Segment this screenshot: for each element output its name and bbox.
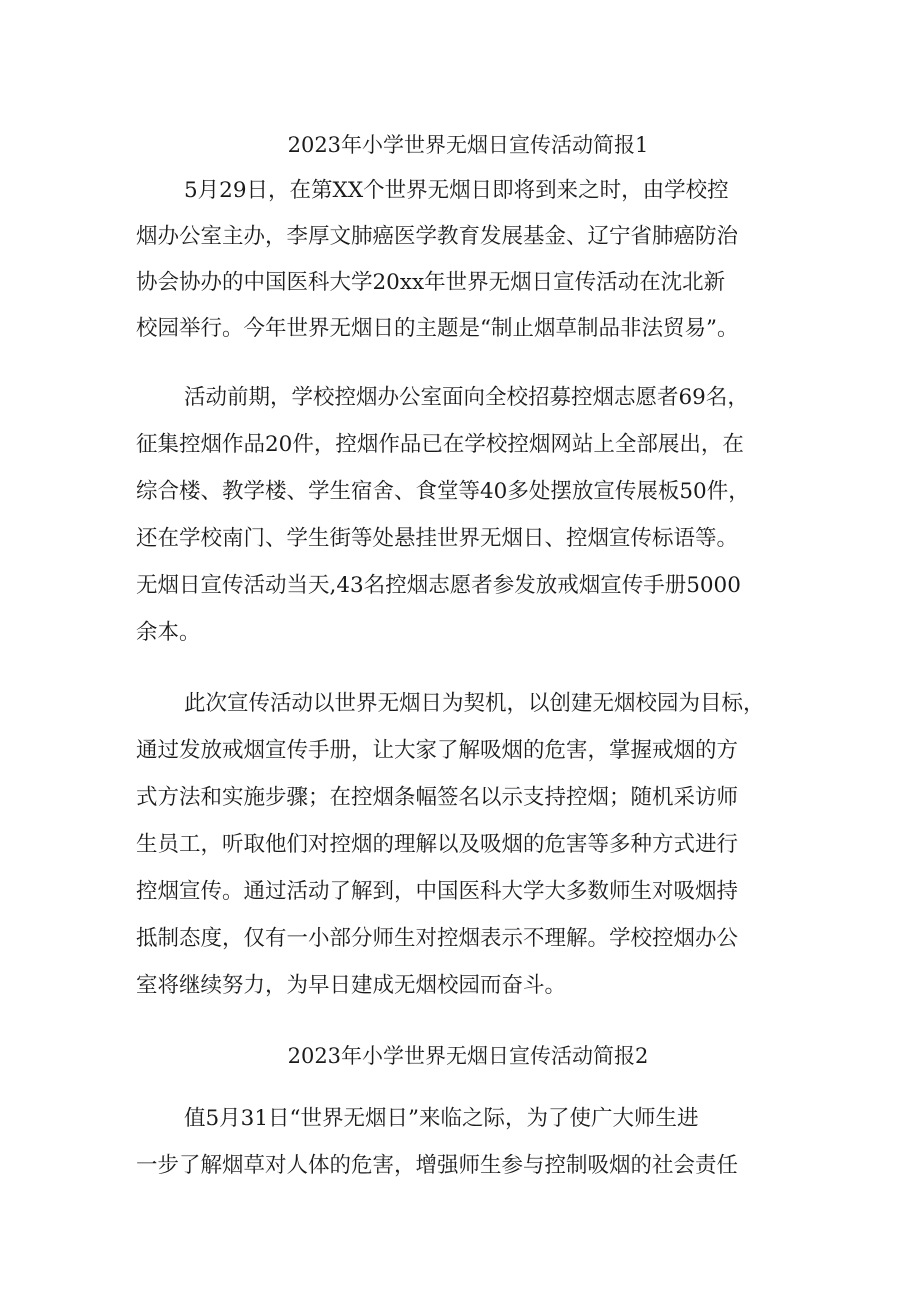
section-title-2: 2023年小学世界无烟日宣传活动简报2 bbox=[287, 1044, 649, 1068]
paragraph-2-line-1: 活动前期，学校控烟办公室面向全校招募控烟志愿者69名， bbox=[184, 385, 749, 410]
paragraph-2-line-3: 综合楼、教学楼、学生宿舍、食堂等40多处摆放宣传展板50件， bbox=[136, 479, 750, 504]
paragraph-1-line-2: 烟办公室主办，李厚文肺癌医学教育发展基金、辽宁省肺癌防治 bbox=[136, 224, 739, 249]
paragraph-3-line-2: 通过发放戒烟宣传手册，让大家了解吸烟的危害，掌握戒烟的方 bbox=[136, 738, 739, 763]
paragraph-1-line-4: 校园举行。今年世界无烟日的主题是“制止烟草制品非法贸易”。 bbox=[136, 316, 739, 341]
paragraph-3-line-1: 此次宣传活动以世界无烟日为契机，以创建无烟校园为目标， bbox=[184, 691, 765, 716]
section-title-1: 2023年小学世界无烟日宣传活动简报1 bbox=[287, 133, 649, 157]
paragraph-3-line-5: 控烟宣传。通过活动了解到，中国医科大学大多数师生对吸烟持 bbox=[136, 879, 739, 904]
paragraph-2-line-4: 还在学校南门、学生街等处悬挂世界无烟日、控烟宣传标语等。 bbox=[136, 526, 739, 551]
paragraph-4-line-2: 一步了解烟草对人体的危害，增强师生参与控制吸烟的社会责任 bbox=[136, 1153, 739, 1178]
paragraph-1-line-3: 协会协办的中国医科大学20xx年世界无烟日宣传活动在沈北新 bbox=[136, 270, 726, 295]
paragraph-4-line-1: 值5月31日“世界无烟日”来临之际，为了使广大师生进 bbox=[184, 1106, 699, 1131]
paragraph-3-line-6: 抵制态度，仅有一小部分师生对控烟表示不理解。学校控烟办公 bbox=[136, 926, 739, 951]
paragraph-2-line-5: 无烟日宣传活动当天,43名控烟志愿者参发放戒烟宣传手册5000 bbox=[136, 573, 741, 598]
paragraph-1-line-1: 5月29日，在第XX个世界无烟日即将到来之时，由学校控 bbox=[184, 178, 729, 203]
paragraph-2-line-6: 余本。 bbox=[136, 620, 201, 645]
paragraph-2-line-2: 征集控烟作品20件，控烟作品已在学校控烟网站上全部展出，在 bbox=[136, 432, 744, 457]
paragraph-3-line-3: 式方法和实施步骤；在控烟条幅签名以示支持控烟；随机采访师 bbox=[136, 785, 739, 810]
paragraph-3-line-7: 室将继续努力，为早日建成无烟校园而奋斗。 bbox=[136, 973, 567, 998]
paragraph-3-line-4: 生员工，听取他们对控烟的理解以及吸烟的危害等多种方式进行 bbox=[136, 832, 739, 857]
